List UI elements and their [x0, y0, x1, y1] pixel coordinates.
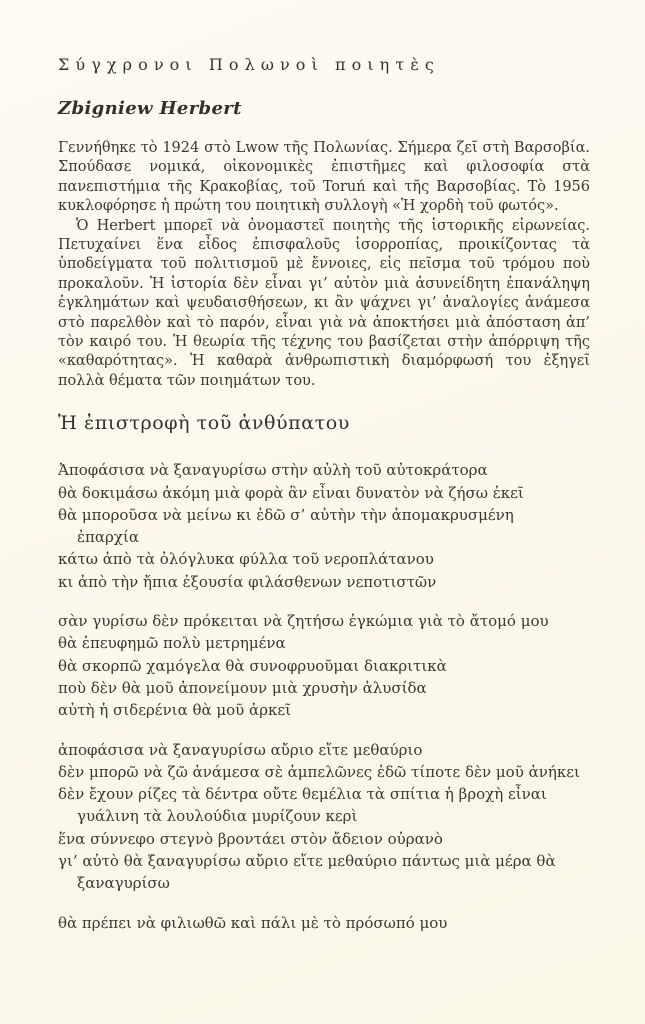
poem-line: αὐτὴ ἡ σιδερένια θὰ μοῦ ἀρκεῖ	[58, 701, 292, 720]
poem-line: θὰ πρέπει νὰ φιλιωθῶ καὶ πάλι μὲ τὸ πρόσωπό μου	[58, 913, 448, 932]
poem-line: θὰ δοκιμάσω ἀκόμη μιὰ φορὰ ἂν εἶναι δυνατὸν νὰ ζήσω ἐκεῖ	[58, 483, 524, 502]
page-content	[58, 55, 590, 951]
poem-line-continuation: ἐπαρχία	[77, 528, 139, 547]
poem-line: σὰν γυρίσω δὲν πρόκειται νὰ ζητήσω ἐγκώμια γιὰ τὸ ἄτομό μου	[58, 612, 549, 631]
poem-line: γι’ αὐτὸ θὰ ξαναγυρίσω αὔριο εἴτε μεθαύριο πάντως μιὰ μέρα θὰ	[58, 852, 556, 871]
series-title: Σύγχρονοι Πολωνοὶ ποιητὲς	[58, 55, 440, 74]
poem-line-continuation: ξαναγυρίσω	[77, 874, 170, 893]
poem-line: ποὺ δὲν θὰ μοῦ ἀπονείμουν μιὰ χρυσὴν ἁλυσίδα	[58, 678, 427, 697]
poem-stanza-1	[58, 459, 590, 593]
poem-line: κάτω ἀπὸ τὰ ὁλόγλυκα φύλλα τοῦ νεροπλάτανου	[58, 550, 434, 569]
poem-line: ἕνα σύννεφο στεγνὸ βροντάει στὸν ἄδειον οὐρανὸ	[58, 829, 443, 848]
poem-title: Ἡ ἐπιστροφὴ τοῦ ἀνθύπατου	[58, 412, 350, 435]
poem-line: θὰ μποροῦσα νὰ μείνω κι ἐδῶ σ’ αὐτὴν τὴν ἀπομακρυσμένη	[58, 505, 514, 524]
poem-line: θὰ σκορπῶ χαμόγελα θὰ συνοφρυοῦμαι διακριτικὰ	[58, 656, 447, 675]
poem-line: ἀποφάσισα νὰ ξαναγυρίσω αὔριο εἴτε μεθαύριο	[58, 740, 423, 759]
author-name: Zbigniew Herbert	[58, 98, 242, 119]
poem-stanza-2	[58, 610, 590, 721]
poem-line: θὰ ἐπευφημῶ πολὺ μετρημένα	[58, 634, 286, 653]
poem-stanza-3	[58, 739, 590, 895]
poem-line: κι ἀπὸ τὴν ἤπια ἐξουσία φιλάσθενων νεποτιστῶν	[58, 572, 437, 591]
poem-stanza-4	[58, 912, 590, 934]
bio-paragraph-1: Γεννήθηκε τὸ 1924 στὸ Lwow τῆς Πολωνίας. Σήμερα ζεῖ στὴ Βαρσοβία. Σπούδασε νομικά, οἰκονομικὲς ἐπιστῆμες καὶ φιλοσοφία στὰ πανεπιστήμια τῆς Κρακοβίας, τοῦ Toruń καὶ τῆς Βαρσοβίας. Τὸ 1956 κυκλοφόρησε ἡ πρώτη του ποιητικὴ συλλογὴ «Ἡ χορδὴ τοῦ φωτός».	[58, 140, 590, 215]
poem-line-continuation: γυάλινη τὰ λουλούδια μυρίζουν κερὶ	[77, 807, 358, 826]
poem-line: Ἀποφάσισα νὰ ξαναγυρίσω στὴν αὐλὴ τοῦ αὐτοκράτορα	[58, 461, 488, 480]
poem-line: δὲν ἔχουν ρίζες τὰ δέντρα οὔτε θεμέλια τὰ σπίτια ἡ βροχὴ εἶναι	[58, 785, 547, 804]
poem-line: δὲν μπορῶ νὰ ζῶ ἀνάμεσα σὲ ἀμπελῶνες ἐδῶ τίποτε δὲν μοῦ ἀνήκει	[58, 762, 580, 781]
poem-body	[58, 459, 590, 934]
bio-paragraph-2: Ὁ Herbert μπορεῖ νὰ ὀνομαστεῖ ποιητὴς τῆς ἱστορικῆς εἰρωνείας. Πετυχαίνει ἕνα εἶδος ἐπισφαλοῦς ἰσορροπίας, προικίζοντας τὰ ὑποδείγματα τοῦ πολιτισμοῦ μὲ ἔννοιες, εἰς πεῖσμα τοῦ τρόμου ποὺ προκαλοῦν. Ἡ ἱστορία δὲν εἶναι γι’ αὐτὸν μιὰ ἀσυνείδητη ἐπανάληψη ἐγκλημάτων καὶ ψευδαισθήσεων, κι ἂν ψάχνει γι’ ἀναλογίες ἀνάμεσα στὸ παρελθὸν καὶ τὸ παρόν, εἶναι γιὰ νὰ ἀποκτήσει μιὰ ἀπόσταση ἀπ’ τὸν καιρό του. Ἡ θεωρία τῆς τέχνης του βασίζεται στὴν ἀπόρριψη τῆς «καθαρότητας». Ἡ καθαρὰ ἀνθρωπιστικὴ διαμόρφωσή του ἐξηγεῖ πολλὰ θέματα τῶν ποιημάτων του.	[58, 217, 590, 389]
